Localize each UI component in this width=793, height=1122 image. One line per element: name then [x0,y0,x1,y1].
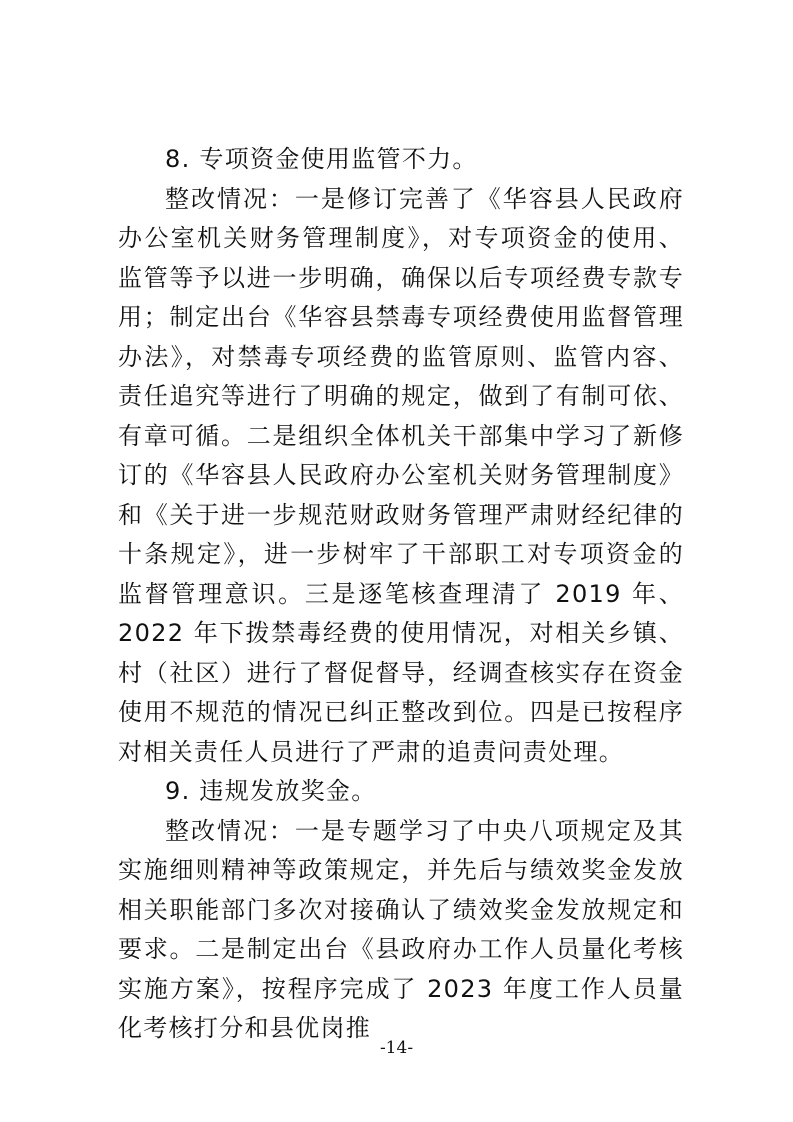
section-heading-9: 9. 违规发放奖金。 [165,777,377,805]
rectification-paragraph-8: 整改情况：一是修订完善了《华容县人民政府办公室机关财务管理制度》，对专项资金的使用、监管等予以进一步明确，确保以后专项经费专款专用；制定出台《华容县禁毒专项经费使用监督管理办法》，对禁毒专项经费的监管原则、监管内容、责任追究等进行了明确的规定，做到了有制可依、有章可循。二是组织全体机关干部集中学习了新修订的《华容县人民政府办公室机关财务管理制度》和《关于进一步规范财政财务管理严肃财经纪律的十条规定》，进一步树牢了干部职工对专项资金的监督管理意识。三是逐笔核查理清了 2019 年、2022 年下拨禁毒经费的使用情况，对相关乡镇、村（社区）进行了督促督导，经调查核实存在资金使用不规范的情况已纠正整改到位。四是已按程序对相关责任人员进行了严肃的追责问责处理。 [118,184,684,766]
rectification-paragraph-9: 整改情况：一是专题学习了中央八项规定及其实施细则精神等政策规定，并先后与绩效奖金发放相关职能部门多次对接确认了绩效奖金发放规定和要求。二是制定出台《县政府办工作人员量化考核实施方案》，按程序完成了 2023 年度工作人员量化考核打分和县优岗推 [118,816,684,1042]
page-number: -14- [379,1038,414,1058]
section-heading-8: 8. 专项资金使用监管不力。 [165,145,478,173]
document-body [118,140,684,1049]
